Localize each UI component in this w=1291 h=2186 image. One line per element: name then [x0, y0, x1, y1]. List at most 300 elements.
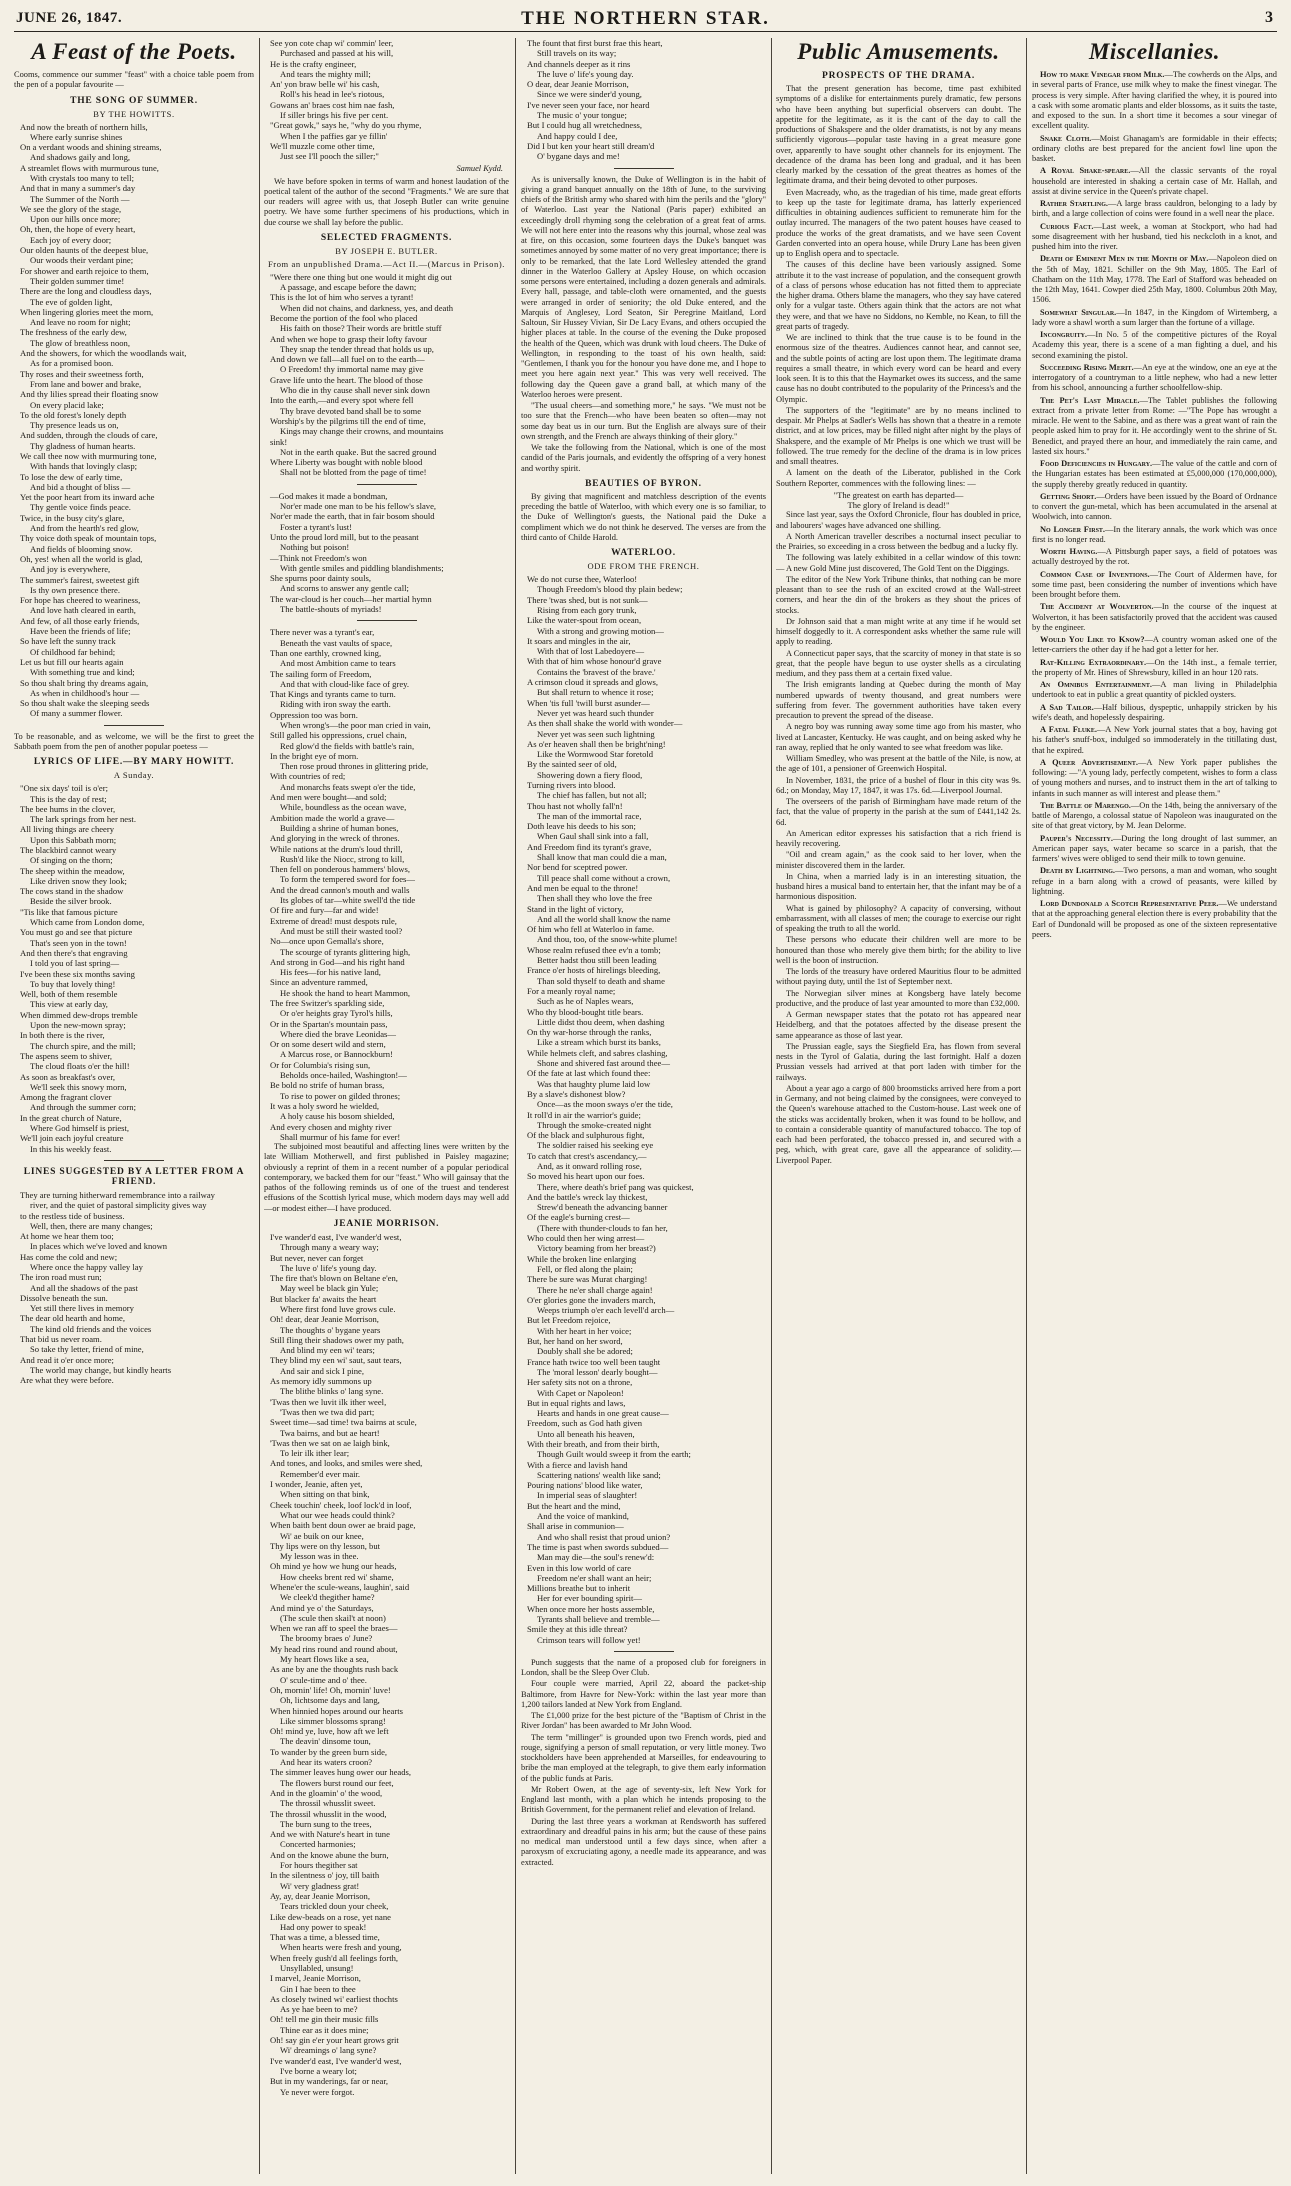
verse-line: Thy gentle voice finds peace.	[30, 502, 131, 513]
verse-line: We cleek'd thegither hame?	[280, 1592, 375, 1603]
misc-item-heading: Rat-Killing Extraordinary.	[1040, 657, 1147, 667]
verse-line: And read it o'er once more;	[20, 1354, 114, 1365]
verse-line: On thy war-horse through the ranks,	[527, 1027, 652, 1038]
verse-line: The lark springs from her nest.	[30, 814, 136, 825]
misc-item: Rat-Killing Extraordinary.—On the 14th inst., a female terrier, the property of Mr. Hines of Shrewsbury, killed in an hour 120 rats.	[1032, 657, 1277, 677]
verse-line: O dear, dear Jeanie Morrison,	[527, 79, 629, 90]
verse-line: "One six days' toil is o'er;	[20, 783, 108, 794]
verse-line: Oh mind ye how we hung our heads,	[270, 1561, 397, 1572]
verse-line: The broomy braes o' June?	[280, 1633, 373, 1644]
verse-line: I told you of last spring—	[30, 958, 120, 969]
verse-line: We call thee now with murmuring tone,	[20, 451, 157, 461]
verse-line: The simmer leaves hung ower our heads,	[270, 1767, 412, 1778]
column-waterloo	[521, 38, 766, 2174]
verse-line: There be sure was Murat charging!	[527, 1274, 648, 1285]
verse-line: The blackbird cannot weary	[20, 845, 117, 855]
verse-line: And fields of blooming snow.	[30, 543, 133, 554]
verse-line: In places which we've loved and known	[30, 1241, 168, 1252]
verse-line: Who die in thy cause shall never sink down	[280, 385, 430, 396]
verse-line: Or in the Spartan's mountain pass,	[270, 1018, 388, 1029]
section-heading: Public Amusements.	[797, 39, 1000, 64]
verse-line: And channels deeper as it rins	[527, 58, 631, 69]
verse-line: Oh! tell me gin their music fills	[270, 2014, 379, 2025]
verse-line: Into the earth,—and every spot where fell	[270, 395, 414, 406]
verse-line: To catch that crest's ascendancy,—	[527, 1150, 647, 1161]
misc-item: Lord Dundonald a Scotch Representative Peer.—We understand that at the approaching general election there is every probability that the Earl of Dundonald will be proposed as one of the sixteen representative peers.	[1032, 899, 1277, 939]
fragment-body	[264, 844, 509, 916]
verse-line: The cloud floats o'er the hill!	[30, 1061, 130, 1072]
verse-line: Tears trickled doun your cheek,	[280, 1901, 389, 1912]
verse-line: Such as he of Naples wears,	[537, 996, 634, 1007]
verse-line: To the old forest's lonely depth	[20, 409, 127, 420]
verse-line: With her heart in her voice;	[537, 1325, 632, 1336]
verse-line: And the battle's wreck lay thickest,	[527, 1191, 648, 1202]
verse-line: To buy that lovely thing!	[30, 978, 116, 989]
misc-item-heading: Snake Cloth.	[1040, 133, 1092, 143]
verse-line: For shower and earth rejoice to them,	[20, 265, 149, 276]
column-rule	[515, 38, 516, 2174]
misc-item-heading: Rather Startling.	[1040, 199, 1108, 208]
verse-line: And now the breath of northern hills,	[20, 121, 148, 132]
paragraph: We are inclined to think that the true cause is to be found in the enormous size of the theatres. Audiences cannot hear, and cannot see, and the subtle points of acting are lost upon them. The legitimate drama requires a small theatre, in which every word can be heard and every look seen. It is to this that the Haymarket owes its success, and the same cause has no doubt contributed to the popularity of the Princess's and the Olympic.	[776, 333, 1021, 404]
verse-line: As when in childhood's hour —	[30, 687, 140, 698]
verse-line: The freshness of the early dew,	[20, 327, 127, 338]
verse-line: The glow of breathless noon,	[30, 337, 130, 348]
verse-line: Our olden haunts of the deepest blue,	[20, 245, 149, 256]
verse-line: But, her hand on her sword,	[527, 1336, 623, 1347]
verse-line: Dissolve beneath the sun.	[20, 1292, 108, 1303]
verse-line: I've borne a weary lot;	[280, 2065, 357, 2076]
verse-line: Though Freedom's blood thy plain bedew;	[537, 584, 683, 595]
verse-line: There, where death's brief pang was quickest,	[537, 1181, 694, 1192]
verse-line: The luve o' life's young day.	[280, 1262, 377, 1273]
verse-line: With a strong and growing motion—	[537, 625, 664, 636]
verse-line: And all the world shall know the name	[537, 913, 671, 924]
paragraph: Since last year, says the Oxford Chronicle, flour has doubled in price, and labourers' wages have advanced one shilling.	[776, 510, 1021, 530]
column-poems-continued	[264, 38, 509, 2174]
verse-line: Was that haughty plume laid low	[537, 1078, 651, 1089]
verse-line: And thou, too, of the snow-white plume!	[537, 934, 678, 945]
verse-line: With a fierce and lavish hand	[527, 1459, 628, 1470]
verse-line: Nor'er made one man to be his fellow's slave,	[280, 501, 437, 512]
verse-line: Where died the brave Leonidas—	[280, 1028, 396, 1039]
verse-line: —God makes it made a bondman,	[270, 490, 388, 501]
verse-line: The man of the immortal race,	[537, 810, 642, 821]
verse-line: When dimmed dew-drops tremble	[20, 1009, 138, 1020]
poem-title: LYRICS OF LIFE.—BY MARY HOWITT.	[33, 757, 235, 768]
verse-line: She spurns poor dainty souls,	[270, 573, 371, 584]
verse-line: Even in this low world of care	[527, 1562, 632, 1573]
misc-item-heading: The Accident at Wolverton.	[1040, 602, 1154, 612]
verse-line: For a meanly royal name;	[527, 985, 616, 996]
verse-line: The throssil whusslit sweet.	[280, 1798, 376, 1809]
misc-item: An Omnibus Entertainment.—A man living in Philadelphia undertook to eat in public a great quantity of pickled oysters.	[1032, 680, 1277, 700]
verse-line: Stand in the light of victory,	[527, 903, 624, 914]
misc-item-heading: Food Deficiencies in Hungary.	[1040, 459, 1153, 468]
verse-line: By the sainted seer of old,	[527, 759, 617, 770]
verse-line: Their golden summer time!	[30, 275, 125, 286]
misc-item-heading: Would You Like to Know?	[1040, 635, 1145, 644]
verse-line: Who thy blood-bought title bears.	[527, 1006, 644, 1017]
article-paragraph: We take the following from the National, which is one of the most candid of the Paris journals, and evidently the offspring of a very honest and worthy spirit.	[521, 443, 766, 473]
verse-line: While helmets cleft, and sabres clashing,	[527, 1047, 668, 1058]
quote-text: "The greatest on earth has departed— The glory of Ireland is dead!"	[833, 489, 964, 511]
verse-line: 'Twas then we luvit ilk ither weel,	[270, 1396, 387, 1407]
paragraph: The lords of the treasury have ordered Mauritius flour to be admitted without paying duty, until the 1st of September next.	[776, 967, 1021, 987]
verse-line: And scorns to answer any gentle call;	[280, 583, 409, 594]
paragraph: "Oil and cream again," as the cook said to her lover, when the minister discovered them in the larder.	[776, 850, 1021, 870]
verse-line: I've never seen your face, nor heard	[527, 99, 650, 110]
verse-line: And down we fall—all fuel on to the earth—	[270, 354, 425, 365]
verse-line: Wi' very gladness grat!	[280, 1880, 360, 1891]
verse-line: Roll's his head in lee's riotous,	[280, 89, 385, 100]
verse-line: Concerted harmonies;	[280, 1839, 356, 1850]
verse-line: "Tis like that famous picture	[20, 906, 118, 917]
verse-line: to the restless tide of business.	[20, 1210, 125, 1221]
verse-line: O Freedom! thy immortal name may give	[280, 364, 424, 375]
verse-line: The throssil whusslit in the wood,	[270, 1808, 387, 1819]
misc-item: Incongruity.—In No. 5 of the competitive pictures of the Royal Academy this year, there is a scene of a man fighting a duel, and his second examining the pistol.	[1032, 330, 1277, 360]
paragraph: In China, when a married lady is in an interesting situation, the husband hires a musical band to entertain her, that the infant may be of a harmonious disposition.	[776, 871, 1021, 902]
verse-line: With Capet or Napoleon!	[537, 1387, 624, 1398]
verse-line: The free Switzer's sparkling side,	[270, 998, 385, 1008]
verse-line: Twice, in the busy city's glare,	[20, 512, 125, 523]
verse-line: And love hath cleared in earth,	[30, 605, 136, 616]
verse-line: Since we were sinder'd young,	[537, 89, 642, 100]
verse-line: Nor'er made the earth, that in fair bosom should	[270, 511, 435, 522]
poem-author: BY THE HOWITTS.	[93, 108, 175, 119]
verse-line: There he ne'er shall charge again!	[537, 1284, 653, 1295]
fragment-body	[264, 272, 509, 478]
verse-line: The cows stand in the shadow	[20, 886, 124, 897]
verse-line: In the silentness o' joy, till baith	[270, 1870, 380, 1881]
misc-item-heading: Getting Short.	[1040, 491, 1097, 501]
poem-body	[521, 1501, 766, 1645]
verse-line: Shall know that man could die a man,	[537, 852, 667, 863]
verse-line: And on the knowe abune the burn,	[270, 1849, 389, 1860]
misc-item-heading: Lord Dundonald a Scotch Representative Peer.	[1040, 899, 1219, 908]
intro-paragraph: The subjoined most beautiful and affecting lines were written by the late William Motherwell, and first published in Paisley magazine; obviously a reprint of them in a recent number of a popular periodical contemporary, we backed them for our "feast." Who will gainsay that the pathos of the following reminds us of one of the truest and tenderest effusions of the Scottish lyrical muse, which modern days may well add—or modest either—I have produced.	[264, 1142, 509, 1213]
news-item: Four couple were married, April 22, aboard the packet-ship Baltimore, from Havre for New-York: within the last year more than 1,200 tailors landed at New York from England.	[521, 1679, 766, 1709]
verse-line: How cheeks brent red wi' shame,	[280, 1571, 394, 1582]
verse-line: Or on some desert wild and stern,	[270, 1039, 386, 1050]
poem-subtitle: ODE FROM THE FRENCH.	[587, 561, 700, 572]
news-item: The £1,000 prize for the best picture of the "Baptism of Christ in the River Jordan" has been awarded to Mr John Wood.	[521, 1711, 766, 1731]
verse-line: This is the day of rest;	[30, 793, 107, 804]
verse-line: sink!	[270, 436, 288, 447]
paragraph: These persons who educate their children well are more to be honoured than those who merely give them birth; for the ability to live well is the boon of instruction.	[776, 935, 1021, 965]
verse-line: O' bygane days and me!	[537, 151, 620, 162]
verse-line: The thoughts o' bygane years	[280, 1324, 381, 1335]
verse-line: They snap the tender thread that holds us up,	[280, 343, 434, 354]
verse-line: We'll muzzle come other time,	[270, 140, 375, 151]
verse-line: And strong in God—and his right hand	[270, 956, 405, 967]
verse-line: Worship's by the pilgrims till the end of time,	[270, 415, 426, 426]
column-miscellanies	[1032, 38, 1277, 2174]
verse-line: At home we hear them too;	[20, 1231, 114, 1242]
divider	[357, 620, 417, 621]
verse-line: Of the black and sulphurous fight,	[527, 1130, 645, 1141]
verse-line: The iron road must run;	[20, 1272, 102, 1283]
verse-line: Whene'er the scule-weans, laughin', said	[270, 1582, 410, 1592]
verse-line: Shall murmur of his fame for ever!	[280, 1131, 401, 1142]
verse-line: On a verdant woods and shining streams,	[20, 142, 162, 153]
verse-line: So take thy letter, friend of mine,	[30, 1344, 144, 1355]
verse-line: Red glow'd the fields with battle's rain,	[280, 740, 415, 751]
verse-line: Still fling their shadows ower my path,	[270, 1334, 404, 1345]
verse-line: The sailing form of Freedom,	[270, 668, 372, 679]
misc-item: Death by Lightning.—Two persons, a man and woman, who sought refuge in a barn along with a crowd of peasants, were killed by lightning.	[1032, 866, 1277, 896]
verse-line: That was a time, a blessed time,	[270, 1932, 380, 1943]
verse-line: With something true and kind;	[30, 667, 135, 678]
verse-line: And bid a thought of bliss —	[30, 481, 131, 492]
verse-line: Thine ear as it does mine;	[280, 2024, 369, 2035]
verse-line: Then shall they who love the free	[537, 893, 653, 904]
verse-line: Ay, ay, dear Jeanie Morrison,	[270, 1890, 370, 1901]
verse-line: His faith on those? Their words are brittle stuff	[280, 323, 442, 334]
verse-line: Of him who fell at Waterloo in fame.	[527, 924, 655, 935]
verse-line: When hinnied hopes around our hearts	[270, 1705, 403, 1716]
misc-item: The Accident at Wolverton.—In the course of the inquest at Wolverton, it has been satisfactorily proved that the accident was caused by the engineer.	[1032, 602, 1277, 632]
verse-line: The chief has fallen, but not all;	[537, 790, 647, 801]
verse-line: They are turning hitherward remembrance into a railway	[20, 1189, 215, 1200]
verse-line: It roll'd in air the warrior's guide;	[527, 1109, 641, 1120]
misc-item: A Fatal Fluke.—A New York journal states that a boy, having got his father's snuff-box, indulged so immoderately in the titillating dust, that he expired.	[1032, 725, 1277, 755]
verse-line: And that with cloud-like face of grey.	[280, 678, 410, 689]
paragraph: Even Macready, who, as the tragedian of his time, made great efforts to keep up the taste for legitimate drama, has latterly experienced difficulties in obtaining audiences sufficient to remunerate him for the outlay incurred. The managers of the two patent houses have ceased to produce the works of the great dramatists, and we have seen Covent Garden converted into an opera house, while Drury Lane has been given up to English opera and to spectacle.	[776, 187, 1021, 258]
verse-line: While, boundless as the ocean wave,	[280, 802, 407, 813]
verse-line: Like driven snow they look;	[30, 875, 127, 886]
verse-line: Like dew-beads on a rose, yet nane	[270, 1911, 391, 1922]
misc-item-heading: Common Case of Inventions.	[1040, 569, 1150, 579]
verse-line: If siller brings his five per cent.	[280, 110, 389, 121]
verse-line: And then there's that engraving	[20, 947, 128, 958]
verse-line: The dear old hearth and home,	[20, 1313, 125, 1324]
paragraph: A negro boy was running away some time ago from his master, who lived at Lancaster, Kentucky. He was caught, and on being asked why he ran away, replied that he only wanted to see what freedom was like.	[776, 722, 1021, 752]
misc-item: Would You Like to Know?—A country woman asked one of the letter-carriers the other day if he had got a letter for her.	[1032, 635, 1277, 655]
verse-line: See yon cote chap wi' commin' leer,	[270, 38, 394, 48]
verse-line: Oh! dear, dear Jeanie Morrison,	[270, 1314, 379, 1325]
verse-line: Thy roses and their sweetness forth,	[20, 368, 144, 379]
poem-signature: Samuel Kydd.	[456, 163, 503, 173]
misc-item-heading: A Fatal Fluke.	[1040, 725, 1097, 734]
verse-line: And mind ye o' the Saturdays,	[270, 1602, 374, 1613]
divider	[614, 168, 674, 169]
verse-line: My lesson was in thee.	[280, 1551, 359, 1562]
verse-line: Where once the happy valley lay	[30, 1261, 143, 1272]
verse-line: Are what they were before.	[20, 1375, 114, 1386]
verse-line: To leir ilk ither lear;	[280, 1448, 350, 1459]
verse-line: Never yet was seen such lightning	[537, 728, 655, 739]
poem-title: JEANIE MORRISON.	[333, 1218, 440, 1229]
verse-line: And blind my een wi' tears;	[280, 1345, 375, 1356]
verse-line: Oh, mornin' life! Oh, mornin' luve!	[270, 1684, 391, 1695]
verse-line: I marvel, Jeanie Morrison,	[270, 1973, 361, 1984]
misc-item-heading: Death of Eminent Men in the Month of May.	[1040, 254, 1209, 264]
verse-line: The flowers burst round our feet,	[280, 1777, 394, 1788]
verse-line: As ane by ane the thoughts rush back	[270, 1664, 399, 1675]
verse-line: But shall return to whence it rose;	[537, 687, 654, 698]
misc-item-heading: The Battle of Marengo.	[1040, 800, 1131, 810]
verse-line: Through the smoke-created night	[537, 1119, 652, 1130]
paragraph: The following was lately exhibited in a cellar window of this town: — A new Gold Mine just discovered, The Gold Tent on the Diggings.	[776, 553, 1021, 573]
verse-line: Unto the proud lord mill, but to the peasant	[270, 531, 419, 542]
misc-item-heading: Death by Lightning.	[1040, 866, 1115, 876]
fragments-author: BY JOSEPH E. BUTLER.	[335, 245, 438, 256]
verse-line: Of singing on the thorn;	[30, 855, 113, 866]
poem-body	[521, 38, 766, 162]
verse-line: And hear its waters croon?	[280, 1757, 373, 1768]
poem-body	[14, 122, 254, 719]
verse-line: Thy brave devoted band shall be to some	[280, 405, 422, 416]
verse-line: And every chosen and mighty river	[270, 1121, 392, 1132]
verse-line: I wonder, Jeanie, aften yet,	[270, 1479, 363, 1490]
section-heading: A Feast of the Poets.	[31, 39, 237, 64]
verse-line: Have been the friends of life;	[30, 626, 131, 637]
misc-item: Worth Having.—A Pittsburgh paper says, a field of potatoes was actually destroyed by the rot.	[1032, 547, 1277, 567]
verse-line: Like simmer blossoms sprang!	[280, 1715, 386, 1726]
fragments-title: SELECTED FRAGMENTS.	[320, 232, 453, 243]
paragraph: What is gained by philosophy? A capacity of conversing, without embarrassment, with all classes of men; the courage to exercise our right of speaking the truth to all the world.	[776, 903, 1021, 934]
verse-line: Yet still there lives in memory	[30, 1303, 134, 1314]
paragraph: Dr Johnson said that a man might write at any time if he would set himself doggedly to it. A correspondent asks whether the same rule will apply to reading.	[776, 616, 1021, 647]
section-subheading: PROSPECTS OF THE DRAMA.	[822, 71, 975, 81]
verse-line: Or for Columbia's rising sun,	[270, 1059, 371, 1070]
verse-line: As memory idly summons up	[270, 1376, 372, 1387]
article-paragraph: As is universally known, the Duke of Wellington is in the habit of giving a grand banquet annually on the 18th of June, to the surviving chiefs of the British army who shared with him the perils and the "glory" of Waterloo. Last year the National (Paris paper) exhibited an exceedingly droll rhyming song the celebration of a great feat of arms. We will not here enter into the reasons why this journal, whose zeal was at fire, on this occasion, some fourteen days the Duke's banquet was sometimes annoyed by some matter of no very great importance; there is only to be remarked, that the late Lord Wellesley attended the grand dinner in the Waterloo Gallery at Apsley House, on which occasion some persons were entertained, including a dozen generals and admirals. Every hall, passage, and table-cloth were ornamented, and the guests were arranged in order of seniority; the old Duke entered, and the Marquis of Anglesey, Lord Seaton, Sir Peregrine Maitland, Lord Saltoun, Sir Hussey Vivian, Sir De Lacy Evans, and others occupied the higher places at table. In the course of the evening the Duke proposed the health of the Queen, which was drunk with loud cheers. The Duke of Wellington, in responding to the toast of his own health, said: "Gentlemen, I thank you for the honour you have done me, and I hope to meet you here again next year." This was very well received. The following day the Queen gave a grand ball, at which many of the Waterloo heroes were present.	[521, 174, 766, 399]
verse-line: So thou shalt wake the sleeping seeds	[20, 698, 150, 709]
verse-line: "Were there one thing but one would it might dig out	[270, 271, 452, 282]
verse-line: The summer's fairest, sweetest gift	[20, 574, 140, 585]
verse-line: Than sold thyself to death and shame	[537, 975, 665, 986]
paragraph: A lament on the death of the Liberator, published in the Cork Southern Reporter, commences with the following lines: —	[776, 468, 1021, 488]
verse-line: Beholds once-hailed, Washington!—	[280, 1070, 407, 1081]
verse-line: Wi' ae buik on our knee,	[280, 1530, 364, 1541]
verse-line: Tyrants shall believe and tremble—	[537, 1614, 660, 1625]
verse-line: It was a holy sword he wielded,	[270, 1100, 380, 1111]
verse-line: To wander by the green burn side,	[270, 1746, 388, 1757]
verse-line: Oppression too was born.	[270, 709, 358, 720]
verse-line: All living things are cheery	[20, 824, 115, 835]
verse-line: When 'tis full 'twill burst asunder—	[527, 697, 650, 708]
verse-line: For hours thegither sat	[280, 1860, 358, 1871]
page-number: 3	[1265, 9, 1273, 26]
verse-line: When did not chains, and darkness, yes, and death	[280, 302, 454, 313]
verse-line: With gentle smiles and piddling blandishments;	[280, 562, 444, 573]
verse-line: No—once upon Gemalla's shore,	[270, 936, 384, 947]
verse-line: Upon this Sabbath morn;	[30, 834, 117, 845]
verse-line: Of many a summer flower.	[30, 708, 123, 719]
verse-line: Or o'er heights gray Tyrol's hills,	[280, 1008, 393, 1019]
verse-line: A streamlet flows with murmurous tune,	[20, 162, 159, 173]
column-rule	[259, 38, 260, 2174]
misc-item: Common Case of Inventions.—The Court of Aldermen have, for some time past, been considering the number of inventions which have been brought before them.	[1032, 569, 1277, 599]
column-rule	[771, 38, 772, 2174]
misc-item: No Longer First.—In the literary annals, the work which was once first is no longer read.	[1032, 524, 1277, 544]
verse-line: And tones, and looks, and smiles were shed,	[270, 1458, 423, 1469]
verse-line: This view at early day,	[30, 999, 108, 1010]
verse-line: Millions breathe but to inherit	[527, 1583, 631, 1594]
verse-line: Never yet was heard such thunder	[537, 707, 654, 718]
verse-line: Victory beaming from her breast?)	[537, 1243, 656, 1254]
verse-line: Nothing but poison!	[280, 542, 350, 553]
verse-line: Rush'd like the Niocc, strong to kill,	[280, 853, 405, 864]
poem-body	[14, 1190, 254, 1386]
verse-line: Like a stream which burst its banks,	[537, 1037, 661, 1048]
verse-line: O' scule-time and o' thee.	[280, 1674, 367, 1685]
misc-item-heading: How to make Vinegar from Milk.	[1040, 70, 1165, 79]
verse-line: Foster a tyrant's lust!	[280, 521, 352, 532]
verse-line: 'Twas then we sat on ae laigh bink,	[270, 1437, 390, 1448]
news-item: Mr Robert Owen, at the age of seventy-six, left New York for England last month, with a plan which he intends proposing to the British Government, for the permanent relief and elevation of Ireland.	[521, 1784, 766, 1815]
verse-line: For hope has cheered to weariness,	[20, 595, 141, 606]
verse-line: His fees—for his native land,	[280, 967, 381, 978]
verse-line: And must be still their wasted tool?	[280, 925, 403, 936]
poem-title: WATERLOO.	[611, 548, 676, 559]
verse-line: And tears the mighty mill;	[280, 68, 371, 79]
verse-line: When wrong's—the poor man cried in vain,	[280, 719, 431, 730]
poem-body	[264, 1232, 509, 2097]
verse-line: But blacker fa' awaits the heart	[270, 1293, 377, 1304]
verse-line: The soldier raised his seeking eye	[537, 1140, 654, 1151]
verse-line: What our wee heads could think?	[280, 1509, 395, 1520]
verse-line: Like the water-spout from ocean,	[527, 615, 642, 626]
verse-line: Then fell on ponderous hammers' blows,	[270, 864, 410, 875]
verse-line: We see the glory of the stage,	[20, 203, 122, 214]
section-intro: Cooms, commence our summer "feast" with a choice table poem from the pen of a popular favourite —	[14, 70, 254, 90]
verse-line: Whose realm refused thee ev'n a tomb;	[527, 944, 661, 955]
poem-subtitle: A Sunday.	[113, 770, 155, 781]
poem-title: LINES SUGGESTED BY A LETTER FROM A FRIEND.	[23, 1166, 245, 1187]
verse-line: The 'moral lesson' dearly bought—	[537, 1366, 658, 1377]
verse-line: And in the gloamin' o' the wood,	[270, 1787, 383, 1798]
verse-line: Oh! mind ye, luve, how aft we left	[270, 1726, 389, 1737]
verse-line: And Freedom find its tyrant's grave,	[527, 841, 652, 852]
verse-line: Hearts and hands in one great cause—	[537, 1408, 669, 1419]
verse-line: "Great gowk," says he, "why do you rhyme,	[270, 120, 422, 131]
verse-line: And sair and sick I pine,	[280, 1365, 365, 1376]
verse-line: The fire that's blown on Beltane e'en,	[270, 1273, 398, 1284]
verse-line: Rising from each gory trunk,	[537, 604, 637, 615]
misc-item-heading: Curious Fact.	[1040, 221, 1094, 231]
verse-line: With that of lost Labedoyere—	[537, 646, 645, 657]
transition-text: To be reasonable, and as welcome, we will be the first to greet the Sabbath poem from the pen of another popular poetess —	[14, 731, 254, 751]
verse-line: Showering down a fiery flood,	[537, 769, 643, 780]
verse-line: France o'er hosts of hirelings bleeding,	[527, 965, 661, 976]
verse-line: Upon our hills once more;	[30, 214, 121, 225]
verse-line: A Marcus rose, or Bannockburn!	[280, 1049, 393, 1060]
verse-line: And happy could I dee,	[537, 130, 618, 141]
column-public-amusements	[776, 38, 1021, 2174]
verse-line: When Gaul shall sink into a fall,	[537, 831, 649, 842]
misc-item: A Royal Shake-speare.—All the classic servants of the royal household are interested in shaking a certain case of Mr. Hallah, and assist at divine service in the Queen's private chapel.	[1032, 166, 1277, 196]
verse-line: When baith bent doun ower ae braid page,	[270, 1520, 416, 1531]
verse-line: When lingering glories meet the morn,	[20, 306, 154, 317]
verse-line: And when we hope to grasp their lofty favour	[270, 333, 428, 344]
fragment-body	[264, 491, 509, 615]
verse-line: But in my wanderings, far or near,	[270, 2076, 389, 2087]
verse-line: He is the crafty engineer,	[270, 58, 357, 69]
verse-line: Where God himself is priest,	[30, 1123, 130, 1134]
verse-line: Well, then, there are many changes;	[30, 1220, 153, 1231]
verse-line: The scourge of tyrants glittering high,	[280, 946, 411, 957]
verse-line: Still galled his oppressions, cruel chain,	[270, 730, 407, 741]
section-heading: Miscellanies.	[1088, 39, 1221, 64]
poem-body	[521, 1295, 766, 1501]
divider	[357, 484, 417, 485]
fragment-body	[264, 627, 509, 843]
verse-line: Who could then her wing arrest—	[527, 1233, 645, 1244]
